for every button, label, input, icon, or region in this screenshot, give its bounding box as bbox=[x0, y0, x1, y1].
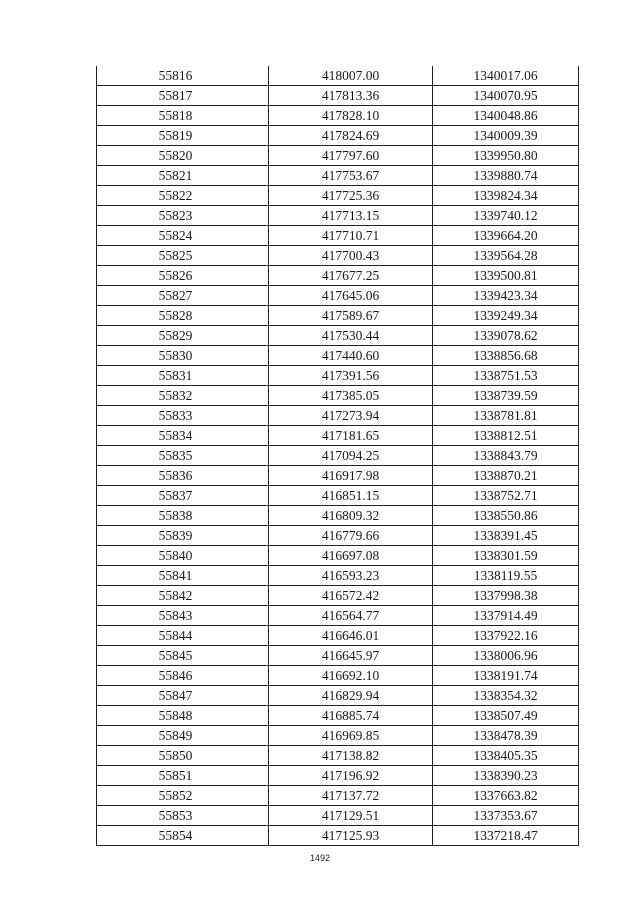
easting-cell: 416917.98 bbox=[269, 466, 433, 486]
table-row bbox=[97, 166, 579, 186]
easting-cell: 417125.93 bbox=[269, 826, 433, 846]
point-id-cell: 55850 bbox=[97, 746, 269, 766]
northing-cell: 1338507.49 bbox=[433, 706, 579, 726]
easting-cell: 417824.69 bbox=[269, 126, 433, 146]
point-id-cell: 55843 bbox=[97, 606, 269, 626]
easting-cell: 417645.06 bbox=[269, 286, 433, 306]
easting-cell: 416646.01 bbox=[269, 626, 433, 646]
point-id-cell: 55848 bbox=[97, 706, 269, 726]
table-row bbox=[97, 506, 579, 526]
easting-cell: 416829.94 bbox=[269, 686, 433, 706]
table-row bbox=[97, 626, 579, 646]
easting-cell: 417129.51 bbox=[269, 806, 433, 826]
northing-cell: 1340009.39 bbox=[433, 126, 579, 146]
point-id-cell: 55828 bbox=[97, 306, 269, 326]
northing-cell: 1338739.59 bbox=[433, 386, 579, 406]
easting-cell: 416969.85 bbox=[269, 726, 433, 746]
easting-cell: 417530.44 bbox=[269, 326, 433, 346]
northing-cell: 1339880.74 bbox=[433, 166, 579, 186]
table-row bbox=[97, 526, 579, 546]
table-row bbox=[97, 686, 579, 706]
coordinate-table bbox=[96, 66, 579, 846]
easting-cell: 417440.60 bbox=[269, 346, 433, 366]
table-row bbox=[97, 766, 579, 786]
table-row bbox=[97, 806, 579, 826]
point-id-cell: 55819 bbox=[97, 126, 269, 146]
easting-cell: 417710.71 bbox=[269, 226, 433, 246]
easting-cell: 416697.08 bbox=[269, 546, 433, 566]
point-id-cell: 55839 bbox=[97, 526, 269, 546]
easting-cell: 416851.15 bbox=[269, 486, 433, 506]
northing-cell: 1338301.59 bbox=[433, 546, 579, 566]
northing-cell: 1338478.39 bbox=[433, 726, 579, 746]
point-id-cell: 55829 bbox=[97, 326, 269, 346]
table-row bbox=[97, 286, 579, 306]
northing-cell: 1340017.06 bbox=[433, 66, 579, 86]
northing-cell: 1339078.62 bbox=[433, 326, 579, 346]
table-row bbox=[97, 246, 579, 266]
point-id-cell: 55836 bbox=[97, 466, 269, 486]
easting-cell: 416885.74 bbox=[269, 706, 433, 726]
easting-cell: 417677.25 bbox=[269, 266, 433, 286]
northing-cell: 1337922.16 bbox=[433, 626, 579, 646]
northing-cell: 1338405.35 bbox=[433, 746, 579, 766]
easting-cell: 416564.77 bbox=[269, 606, 433, 626]
point-id-cell: 55853 bbox=[97, 806, 269, 826]
table-row bbox=[97, 466, 579, 486]
point-id-cell: 55816 bbox=[97, 66, 269, 86]
northing-cell: 1337998.38 bbox=[433, 586, 579, 606]
northing-cell: 1338856.68 bbox=[433, 346, 579, 366]
point-id-cell: 55825 bbox=[97, 246, 269, 266]
table-row bbox=[97, 446, 579, 466]
table-row bbox=[97, 586, 579, 606]
northing-cell: 1338870.21 bbox=[433, 466, 579, 486]
point-id-cell: 55842 bbox=[97, 586, 269, 606]
table-row bbox=[97, 266, 579, 286]
northing-cell: 1340048.86 bbox=[433, 106, 579, 126]
easting-cell: 417385.05 bbox=[269, 386, 433, 406]
easting-cell: 416593.23 bbox=[269, 566, 433, 586]
northing-cell: 1339664.20 bbox=[433, 226, 579, 246]
easting-cell: 417797.60 bbox=[269, 146, 433, 166]
point-id-cell: 55834 bbox=[97, 426, 269, 446]
point-id-cell: 55847 bbox=[97, 686, 269, 706]
northing-cell: 1339950.80 bbox=[433, 146, 579, 166]
northing-cell: 1339249.34 bbox=[433, 306, 579, 326]
northing-cell: 1338843.79 bbox=[433, 446, 579, 466]
point-id-cell: 55827 bbox=[97, 286, 269, 306]
point-id-cell: 55846 bbox=[97, 666, 269, 686]
coordinate-table-container bbox=[96, 66, 578, 846]
easting-cell: 417138.82 bbox=[269, 746, 433, 766]
table-row bbox=[97, 146, 579, 166]
northing-cell: 1338812.51 bbox=[433, 426, 579, 446]
point-id-cell: 55854 bbox=[97, 826, 269, 846]
point-id-cell: 55838 bbox=[97, 506, 269, 526]
easting-cell: 416645.97 bbox=[269, 646, 433, 666]
easting-cell: 416692.10 bbox=[269, 666, 433, 686]
easting-cell: 417137.72 bbox=[269, 786, 433, 806]
point-id-cell: 55832 bbox=[97, 386, 269, 406]
table-row bbox=[97, 106, 579, 126]
northing-cell: 1339740.12 bbox=[433, 206, 579, 226]
table-row bbox=[97, 226, 579, 246]
table-row bbox=[97, 726, 579, 746]
easting-cell: 417725.36 bbox=[269, 186, 433, 206]
northing-cell: 1338006.96 bbox=[433, 646, 579, 666]
northing-cell: 1339564.28 bbox=[433, 246, 579, 266]
point-id-cell: 55830 bbox=[97, 346, 269, 366]
easting-cell: 417700.43 bbox=[269, 246, 433, 266]
point-id-cell: 55849 bbox=[97, 726, 269, 746]
northing-cell: 1339500.81 bbox=[433, 266, 579, 286]
table-row bbox=[97, 706, 579, 726]
point-id-cell: 55851 bbox=[97, 766, 269, 786]
northing-cell: 1339824.34 bbox=[433, 186, 579, 206]
table-row bbox=[97, 826, 579, 846]
easting-cell: 417753.67 bbox=[269, 166, 433, 186]
table-row bbox=[97, 326, 579, 346]
northing-cell: 1338752.71 bbox=[433, 486, 579, 506]
point-id-cell: 55822 bbox=[97, 186, 269, 206]
point-id-cell: 55845 bbox=[97, 646, 269, 666]
easting-cell: 417713.15 bbox=[269, 206, 433, 226]
table-row bbox=[97, 486, 579, 506]
table-row bbox=[97, 666, 579, 686]
northing-cell: 1337218.47 bbox=[433, 826, 579, 846]
page-number: 1492 bbox=[309, 853, 331, 863]
table-row bbox=[97, 606, 579, 626]
table-row bbox=[97, 406, 579, 426]
easting-cell: 417094.25 bbox=[269, 446, 433, 466]
point-id-cell: 55820 bbox=[97, 146, 269, 166]
point-id-cell: 55823 bbox=[97, 206, 269, 226]
easting-cell: 416809.32 bbox=[269, 506, 433, 526]
northing-cell: 1338390.23 bbox=[433, 766, 579, 786]
point-id-cell: 55833 bbox=[97, 406, 269, 426]
table-row bbox=[97, 206, 579, 226]
point-id-cell: 55837 bbox=[97, 486, 269, 506]
table-row bbox=[97, 346, 579, 366]
point-id-cell: 55826 bbox=[97, 266, 269, 286]
northing-cell: 1338191.74 bbox=[433, 666, 579, 686]
point-id-cell: 55821 bbox=[97, 166, 269, 186]
table-row bbox=[97, 546, 579, 566]
northing-cell: 1338781.81 bbox=[433, 406, 579, 426]
easting-cell: 417273.94 bbox=[269, 406, 433, 426]
table-row bbox=[97, 306, 579, 326]
point-id-cell: 55824 bbox=[97, 226, 269, 246]
northing-cell: 1338751.53 bbox=[433, 366, 579, 386]
northing-cell: 1338391.45 bbox=[433, 526, 579, 546]
table-row bbox=[97, 786, 579, 806]
easting-cell: 418007.00 bbox=[269, 66, 433, 86]
northing-cell: 1338354.32 bbox=[433, 686, 579, 706]
table-row bbox=[97, 366, 579, 386]
point-id-cell: 55831 bbox=[97, 366, 269, 386]
easting-cell: 417828.10 bbox=[269, 106, 433, 126]
table-row bbox=[97, 646, 579, 666]
point-id-cell: 55817 bbox=[97, 86, 269, 106]
table-row bbox=[97, 86, 579, 106]
table-row bbox=[97, 566, 579, 586]
easting-cell: 416779.66 bbox=[269, 526, 433, 546]
easting-cell: 417391.56 bbox=[269, 366, 433, 386]
point-id-cell: 55852 bbox=[97, 786, 269, 806]
northing-cell: 1338119.55 bbox=[433, 566, 579, 586]
northing-cell: 1337914.49 bbox=[433, 606, 579, 626]
easting-cell: 416572.42 bbox=[269, 586, 433, 606]
point-id-cell: 55835 bbox=[97, 446, 269, 466]
point-id-cell: 55840 bbox=[97, 546, 269, 566]
table-row bbox=[97, 186, 579, 206]
point-id-cell: 55818 bbox=[97, 106, 269, 126]
coordinate-table-body bbox=[97, 66, 579, 846]
northing-cell: 1340070.95 bbox=[433, 86, 579, 106]
easting-cell: 417181.65 bbox=[269, 426, 433, 446]
easting-cell: 417589.67 bbox=[269, 306, 433, 326]
northing-cell: 1339423.34 bbox=[433, 286, 579, 306]
northing-cell: 1337663.82 bbox=[433, 786, 579, 806]
point-id-cell: 55844 bbox=[97, 626, 269, 646]
table-row bbox=[97, 386, 579, 406]
table-row bbox=[97, 126, 579, 146]
table-row bbox=[97, 66, 579, 86]
northing-cell: 1337353.67 bbox=[433, 806, 579, 826]
table-row bbox=[97, 426, 579, 446]
point-id-cell: 55841 bbox=[97, 566, 269, 586]
table-row bbox=[97, 746, 579, 766]
easting-cell: 417196.92 bbox=[269, 766, 433, 786]
easting-cell: 417813.36 bbox=[269, 86, 433, 106]
northing-cell: 1338550.86 bbox=[433, 506, 579, 526]
